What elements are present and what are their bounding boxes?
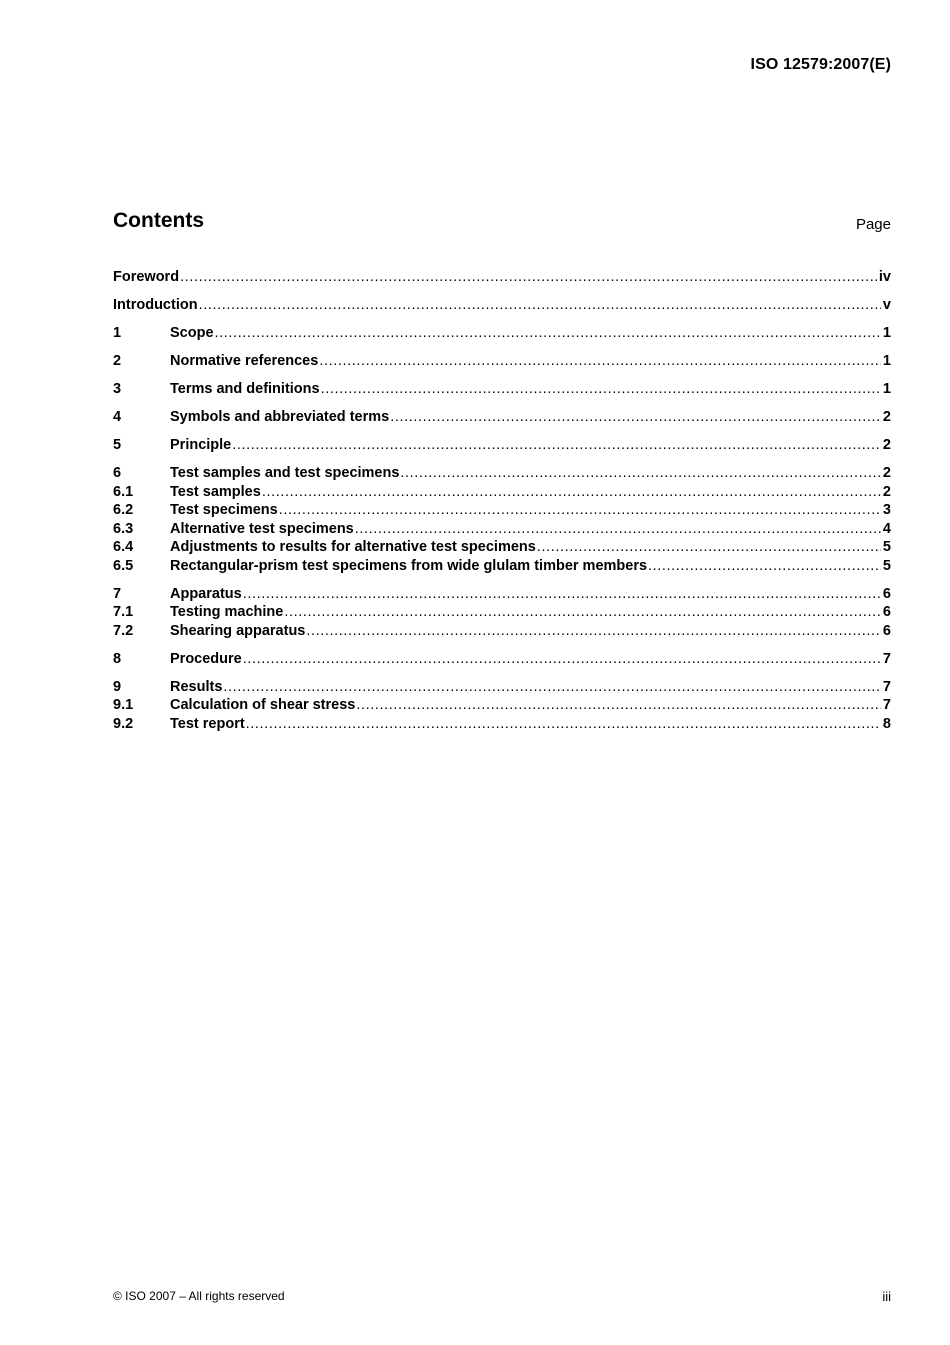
toc-entry-number: 3 (113, 381, 122, 397)
toc-entry[interactable] (113, 325, 891, 344)
toc-entry-number: 6.1 (113, 483, 134, 500)
toc-entry-page[interactable]: 5 (882, 539, 891, 555)
dot-leader (232, 437, 881, 453)
toc-entry-number: 9.2 (113, 715, 134, 732)
dot-leader (390, 409, 881, 425)
dot-leader (321, 381, 881, 397)
toc-entry-page[interactable]: 2 (882, 483, 891, 500)
toc-entry-title[interactable]: Test report (170, 715, 245, 732)
toc-entry-number: 6.3 (113, 520, 134, 537)
toc-entry-number: 8 (113, 650, 122, 667)
toc-entry-page[interactable]: 6 (882, 604, 891, 620)
table-of-contents (113, 269, 891, 734)
toc-entry[interactable] (113, 539, 891, 558)
toc-entry-title[interactable]: Foreword (113, 269, 180, 285)
toc-entry-title[interactable]: Apparatus (170, 585, 242, 602)
toc-entry-number: 4 (113, 409, 122, 425)
dot-leader (319, 353, 881, 369)
toc-entry-title[interactable]: Principle (170, 437, 232, 453)
toc-entry-number: 9 (113, 678, 122, 695)
toc-entry-number: 7 (113, 585, 122, 602)
toc-entry-number: 9.1 (113, 697, 134, 713)
toc-entry-page[interactable]: 1 (882, 325, 891, 341)
toc-entry-page[interactable]: iv (878, 269, 891, 285)
toc-entry-number: 6 (113, 465, 122, 481)
toc-entry[interactable] (113, 604, 891, 623)
document-id: ISO 12579:2007(E) (750, 56, 891, 73)
toc-entry-page[interactable]: 6 (882, 585, 891, 602)
dot-leader (262, 484, 881, 500)
toc-entry-page[interactable]: 4 (882, 520, 891, 537)
dot-leader (284, 604, 881, 620)
toc-entry-page[interactable]: 8 (882, 715, 891, 732)
toc-entry-title[interactable]: Shearing apparatus (170, 622, 306, 639)
toc-entry-title[interactable]: Symbols and abbreviated terms (170, 409, 390, 425)
toc-entry-page[interactable]: 2 (882, 437, 891, 453)
toc-entry-title[interactable]: Adjustments to results for alternative test specimens (170, 539, 536, 555)
toc-entry-number: 7.2 (113, 622, 134, 639)
toc-entry-number: 6.2 (113, 502, 134, 518)
dot-leader (243, 651, 881, 667)
dot-leader (215, 325, 881, 341)
toc-entry-page[interactable]: 7 (882, 678, 891, 695)
toc-entry-number: 1 (113, 325, 122, 341)
toc-entry-title[interactable]: Test samples (170, 483, 261, 500)
toc-entry-title[interactable]: Results (170, 678, 223, 695)
toc-entry[interactable] (113, 465, 891, 484)
dot-leader (223, 679, 881, 695)
toc-entry-title[interactable]: Normative references (170, 353, 319, 369)
toc-entry-title[interactable]: Testing machine (170, 604, 284, 620)
footer-copyright: © ISO 2007 – All rights reserved (113, 1289, 285, 1303)
toc-entry-number: 5 (113, 437, 122, 453)
toc-entry[interactable] (113, 558, 891, 577)
dot-leader (537, 539, 881, 555)
toc-entry-page[interactable]: 7 (882, 697, 891, 713)
toc-entry[interactable] (113, 297, 891, 316)
toc-entry-page[interactable]: 6 (882, 622, 891, 639)
toc-entry-title[interactable]: Test specimens (170, 502, 278, 518)
toc-entry-title[interactable]: Alternative test specimens (170, 520, 354, 537)
toc-entry-page[interactable]: 2 (882, 465, 891, 481)
toc-entry-page[interactable]: 2 (882, 409, 891, 425)
toc-entry[interactable] (113, 381, 891, 400)
dot-leader (355, 521, 881, 537)
toc-entry[interactable] (113, 651, 891, 670)
toc-entry-number: 6.4 (113, 539, 134, 555)
toc-entry-number: 6.5 (113, 557, 134, 574)
toc-entry[interactable] (113, 409, 891, 428)
toc-entry-title[interactable]: Test samples and test specimens (170, 465, 400, 481)
toc-entry[interactable] (113, 502, 891, 521)
toc-entry-title[interactable]: Rectangular-prism test specimens from wide glulam timber members (170, 557, 648, 574)
toc-entry[interactable] (113, 716, 891, 735)
toc-entry[interactable] (113, 679, 891, 698)
toc-entry-number: 7.1 (113, 604, 134, 620)
toc-entry-title[interactable]: Introduction (113, 297, 198, 313)
toc-entry-title[interactable]: Terms and definitions (170, 381, 320, 397)
toc-entry[interactable] (113, 623, 891, 642)
page-column-label: Page (855, 216, 891, 233)
toc-entry-title[interactable]: Calculation of shear stress (170, 697, 356, 713)
toc-entry-page[interactable]: 1 (882, 353, 891, 369)
dot-leader (279, 502, 881, 518)
toc-entry[interactable] (113, 521, 891, 540)
dot-leader (648, 558, 881, 574)
dot-leader (400, 465, 881, 481)
dot-leader (199, 297, 881, 313)
toc-entry-page[interactable]: v (882, 297, 891, 313)
toc-entry[interactable] (113, 437, 891, 456)
toc-entry[interactable] (113, 269, 891, 288)
toc-entry[interactable] (113, 697, 891, 716)
dot-leader (246, 716, 881, 732)
toc-entry-page[interactable]: 7 (882, 650, 891, 667)
toc-entry-page[interactable]: 3 (882, 502, 891, 518)
contents-title: Contents (113, 209, 204, 232)
dot-leader (356, 697, 881, 713)
toc-entry[interactable] (113, 586, 891, 605)
toc-entry[interactable] (113, 484, 891, 503)
toc-entry[interactable] (113, 353, 891, 372)
toc-entry-number: 2 (113, 353, 122, 369)
dot-leader (306, 623, 881, 639)
toc-entry-title[interactable]: Scope (170, 325, 214, 341)
toc-entry-page[interactable]: 1 (882, 381, 891, 397)
toc-entry-page[interactable]: 5 (882, 557, 891, 574)
toc-entry-title[interactable]: Procedure (170, 650, 242, 667)
dot-leader (243, 586, 881, 602)
dot-leader (180, 269, 877, 285)
footer-page-number: iii (882, 1289, 891, 1304)
